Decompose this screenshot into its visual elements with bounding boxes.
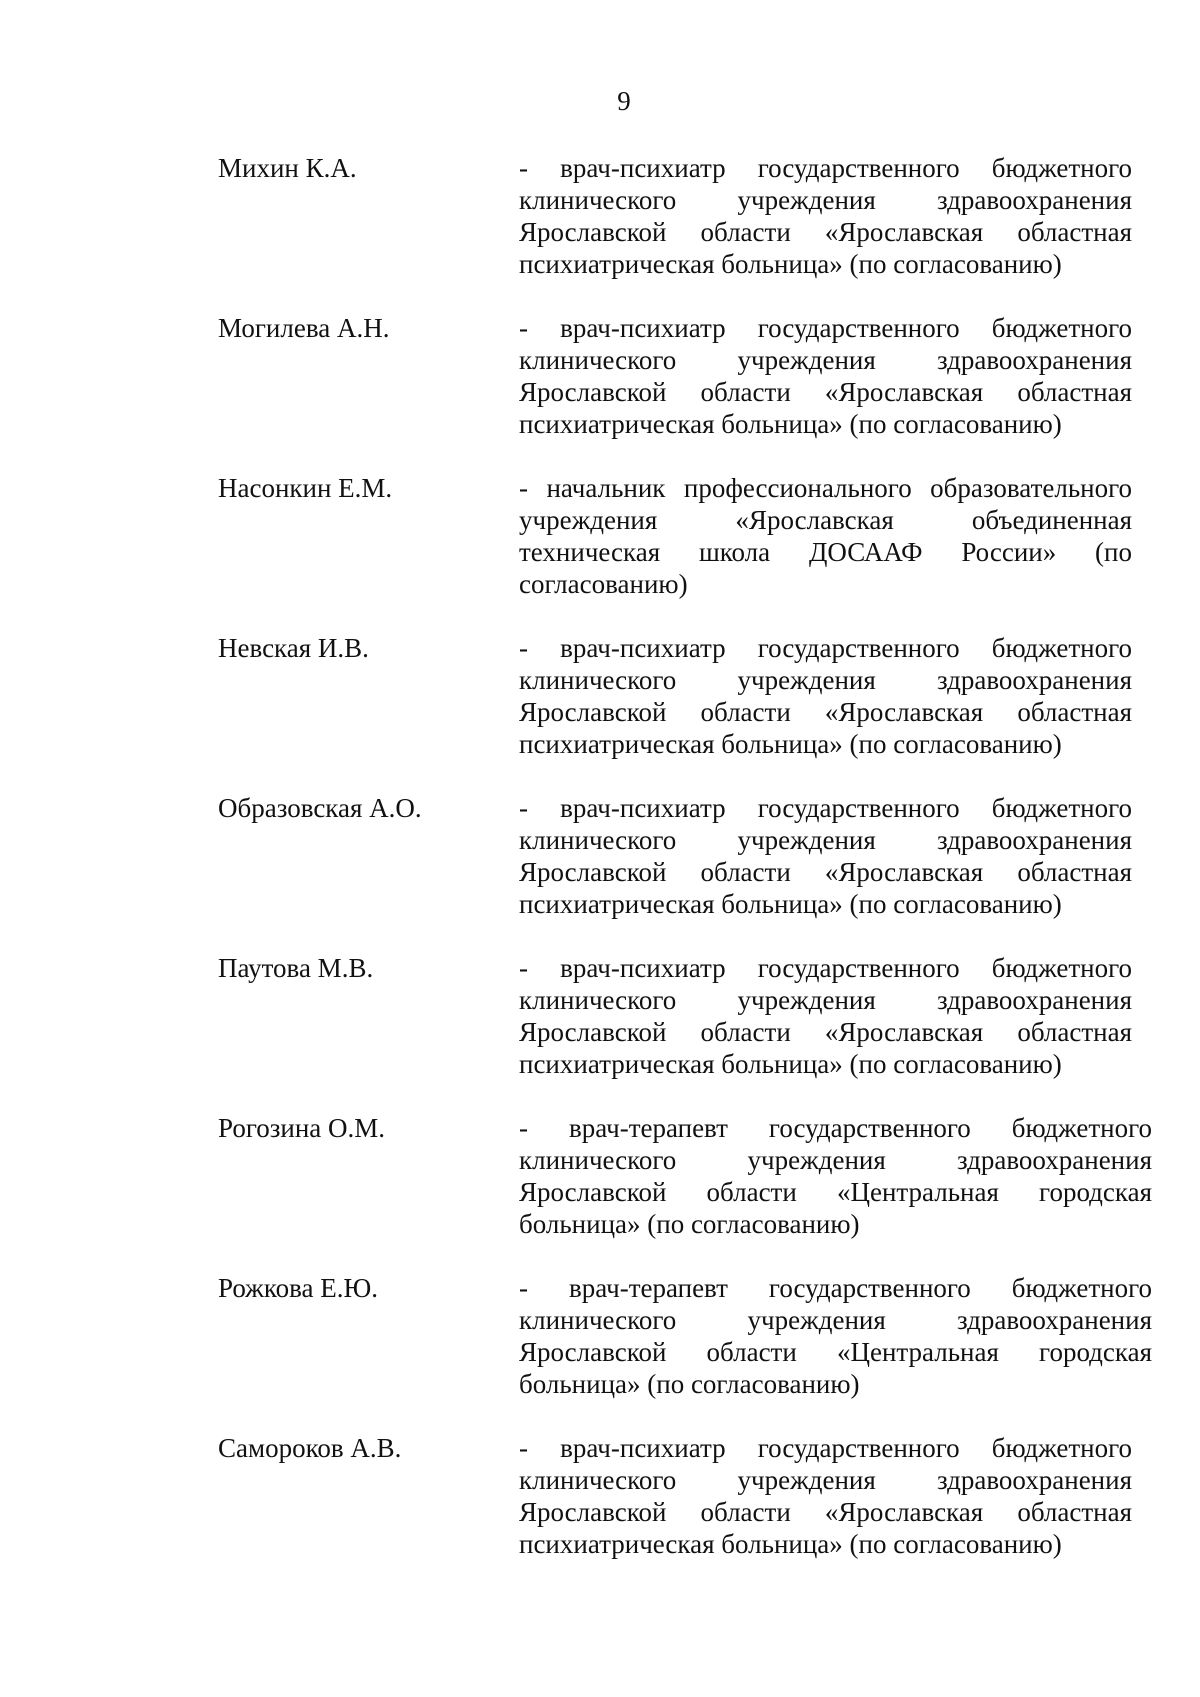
member-position: - врач-психиатр государственного бюджетного клинического учреждения здравоохранения Ярославской области «Ярославская областная психиатрическая больница» (по согласованию) [519, 1433, 1132, 1559]
list-item [218, 1432, 1132, 1592]
member-position: - врач-терапевт государственного бюджетного клинического учреждения здравоохранения Ярославской области «Центральная городская больница» (по согласованию) [519, 1273, 1152, 1399]
member-position: - врач-психиатр государственного бюджетного клинического учреждения здравоохранения Ярославской области «Ярославская областная психиатрическая больница» (по согласованию) [519, 633, 1132, 759]
member-name: Рогозина О.М. [218, 1113, 386, 1143]
list-item [218, 152, 1132, 312]
list-item [218, 312, 1132, 472]
member-list [218, 152, 1152, 1592]
list-item [218, 792, 1132, 952]
member-position: - врач-психиатр государственного бюджетного клинического учреждения здравоохранения Ярославской области «Ярославская областная психиатрическая больница» (по согласованию) [519, 793, 1132, 919]
member-position: - начальник профессионального образовательного учреждения «Ярославская объединенная техническая школа ДОСААФ России» (по согласованию) [519, 473, 1132, 599]
page-number: 9 [617, 86, 631, 116]
member-position: - врач-терапевт государственного бюджетного клинического учреждения здравоохранения Ярославской области «Центральная городская больница» (по согласованию) [519, 1113, 1152, 1239]
list-item [218, 472, 1132, 632]
member-name: Паутова М.В. [218, 953, 374, 983]
member-name: Рожкова Е.Ю. [218, 1273, 378, 1303]
list-item [218, 1272, 1152, 1432]
member-name: Михин К.А. [218, 153, 357, 183]
list-item [218, 632, 1132, 792]
member-position: - врач-психиатр государственного бюджетного клинического учреждения здравоохранения Ярославской области «Ярославская областная психиатрическая больница» (по согласованию) [519, 153, 1132, 279]
member-position: - врач-психиатр государственного бюджетного клинического учреждения здравоохранения Ярославской области «Ярославская областная психиатрическая больница» (по согласованию) [519, 313, 1132, 439]
list-item [218, 1112, 1152, 1272]
member-name: Невская И.В. [218, 633, 369, 663]
member-name: Насонкин Е.М. [218, 473, 393, 503]
member-position: - врач-психиатр государственного бюджетного клинического учреждения здравоохранения Ярославской области «Ярославская областная психиатрическая больница» (по согласованию) [519, 953, 1132, 1079]
member-name: Самороков А.В. [218, 1433, 402, 1463]
list-item [218, 952, 1132, 1112]
member-name: Могилева А.Н. [218, 313, 390, 343]
member-name: Образовская А.О. [218, 793, 422, 823]
